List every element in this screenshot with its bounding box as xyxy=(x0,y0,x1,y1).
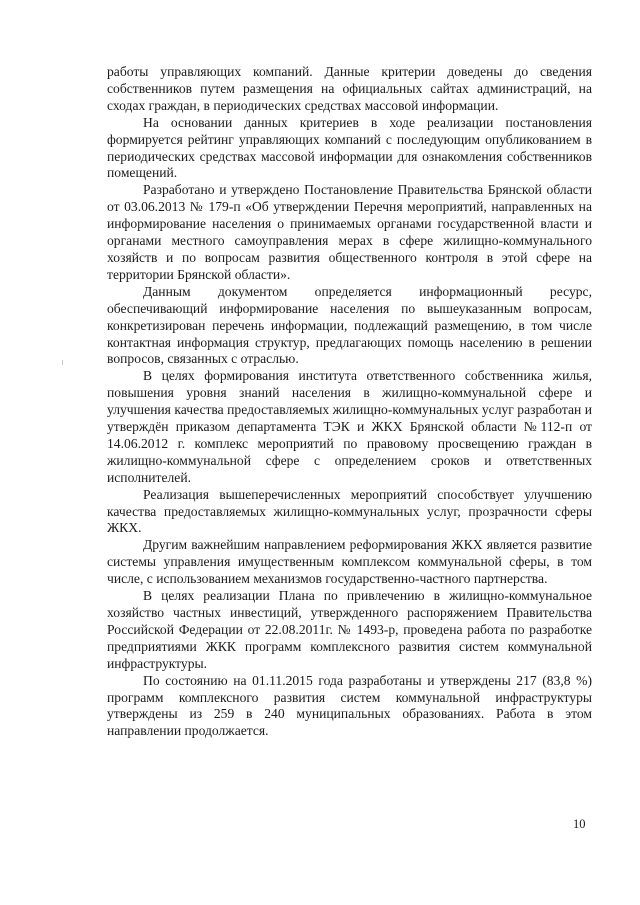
paragraph-4: Данным документом определяется информационный ресурс, обеспечивающий информирование населения по вышеуказанным вопросам, конкретизирован перечень информации, подлежащий размещению, в том числе контактная информация структур, предлагающих помощь населению в решении вопросов, связанных с отраслью. xyxy=(107,283,592,367)
paragraph-8: В целях реализации Плана по привлечению в жилищно-коммунальное хозяйство частных инвестиций, утвержденного распоряжением Правительства Российской Федерации от 22.08.2011г. № 1493-р, проведена работа по разработке предприятиями ЖКК программ комплексного развития систем коммунальной инфраструктуры. xyxy=(107,588,592,671)
paragraph-6: Реализация вышеперечисленных мероприятий способствует улучшению качества предоставляемых жилищно-коммунальных услуг, прозрачности сферы ЖКХ. xyxy=(107,486,592,536)
paragraph-7: Другим важнейшим направлением реформирования ЖКХ является развитие системы управления имущественным комплексом коммунальной сферы, в том числе, с использованием механизмов государственно-частного партнерства. xyxy=(107,537,592,587)
page-number: 10 xyxy=(573,817,586,831)
paragraph-1: работы управляющих компаний. Данные критерии доведены до сведения собственников путем размещения на официальных сайтах администраций, на сходах граждан, в периодических средствах массовой информации. xyxy=(107,64,592,113)
paragraph-3: Разработано и утверждено Постановление Правительства Брянской области от 03.06.2013 № 179-п «Об утверждении Перечня мероприятий, направленных на информирование населения о принимаемых органами государственной власти и органами местного самоуправления мерах в сфере жилищно-коммунального хозяйств и по вопросам развития общественного контроля в этой сфере на территории Брянской области». xyxy=(107,182,592,282)
paragraph-5: В целях формирования института ответственного собственника жилья, повышения уровня знаний населения в жилищно-коммунальной сфере и улучшения качества предоставляемых жилищно-коммунальных услуг разработан и утверждён приказом департамента ТЭК и ЖКХ Брянской области №112-п от 14.06.2012 г. комплекс мероприятий по правовому просвещению граждан в жилищно-коммунальной сфере с определением сроков и ответственных исполнителей. xyxy=(107,368,592,485)
scan-artifact xyxy=(62,360,63,365)
document-body xyxy=(107,64,592,740)
paragraph-2: На основании данных критериев в ходе реализации постановления формируется рейтинг управляющих компаний с последующим опубликованием в периодических средствах массовой информации для ознакомления собственников помещений. xyxy=(107,114,592,181)
paragraph-9: По состоянию на 01.11.2015 года разработаны и утверждены 217 (83,8 %) программ комплексного развития систем коммунальной инфраструктуры утверждены из 259 в 240 муниципальных образованиях. Работа в этом направлении продолжается. xyxy=(107,672,592,739)
